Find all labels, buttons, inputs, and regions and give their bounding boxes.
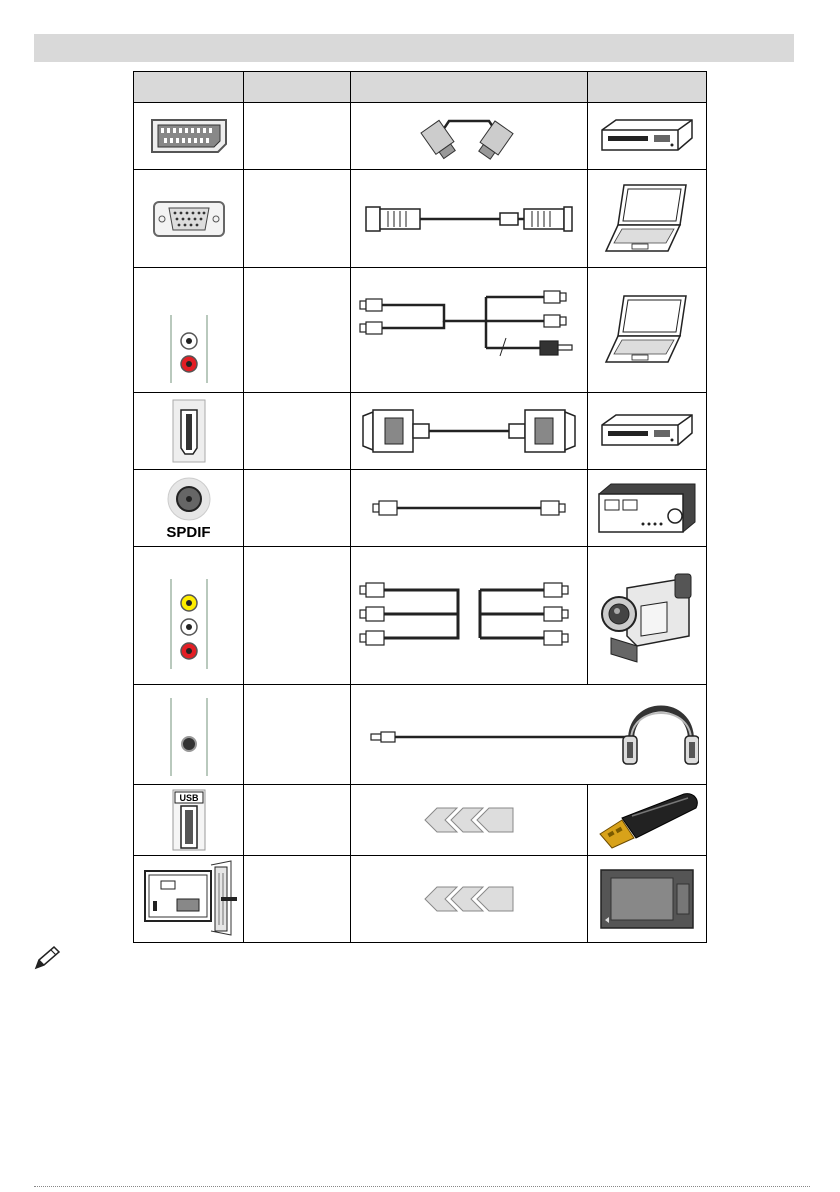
spdif-port-cell: [134, 470, 244, 547]
column-header-type: [244, 72, 351, 103]
ci-card-icon: [588, 856, 707, 943]
pencil-icon: [32, 944, 62, 972]
table-row: [134, 470, 707, 547]
usb-port-cell: [134, 785, 244, 856]
hdmi-cable-icon: [351, 393, 588, 470]
dvd-recorder-icon: [588, 103, 707, 170]
table-row: [134, 393, 707, 470]
vga-port-icon: [134, 170, 244, 268]
dvd-recorder-icon: [588, 393, 707, 470]
page-bottom-divider: [34, 1186, 810, 1187]
table-row: [134, 268, 707, 393]
laptop-icon: [588, 268, 707, 393]
table-row: [134, 856, 707, 943]
usb-stick-icon: [588, 785, 707, 856]
table-row: [134, 103, 707, 170]
usb-port-icon: [169, 788, 209, 852]
connection-type-cell: [244, 685, 351, 785]
vga-cable-icon: [351, 170, 588, 268]
usb-label: USB: [178, 793, 199, 803]
scart-cable-icon: [351, 103, 588, 170]
connections-table: [133, 71, 707, 943]
headphone-cable-cell: [351, 685, 707, 785]
column-header-cable: [351, 72, 588, 103]
section-title-bar: [34, 34, 794, 62]
connection-type-cell: [244, 103, 351, 170]
spdif-label: SPDIF: [166, 523, 211, 541]
connection-type-cell: [244, 470, 351, 547]
ci-slot-icon: [134, 856, 244, 943]
table-row: [134, 170, 707, 268]
spdif-port-icon: [166, 476, 212, 522]
insert-arrows-icon: [351, 785, 588, 856]
column-header-connector: [134, 72, 244, 103]
audio-split-cable-icon: [351, 268, 588, 393]
scart-port-icon: [134, 103, 244, 170]
camcorder-icon: [588, 547, 707, 685]
insert-arrows-icon: [351, 856, 588, 943]
laptop-icon: [588, 170, 707, 268]
connection-type-cell: [244, 268, 351, 393]
connection-type-cell: [244, 170, 351, 268]
table-row: [134, 685, 707, 785]
connection-type-cell: [244, 547, 351, 685]
pc-audio-port-icon: [134, 268, 244, 393]
coaxial-cable-icon: [351, 470, 588, 547]
headphones-icon: [359, 690, 699, 780]
connection-type-cell: [244, 393, 351, 470]
av-cable-icon: [351, 547, 588, 685]
table-header-row: [134, 72, 707, 103]
table-row: [134, 785, 707, 856]
column-header-device: [588, 72, 707, 103]
connection-type-cell: [244, 785, 351, 856]
table-row: [134, 547, 707, 685]
connection-type-cell: [244, 856, 351, 943]
audio-amplifier-icon: [588, 470, 707, 547]
headphone-port-icon: [134, 685, 244, 785]
av-port-icon: [134, 547, 244, 685]
hdmi-port-icon: [134, 393, 244, 470]
